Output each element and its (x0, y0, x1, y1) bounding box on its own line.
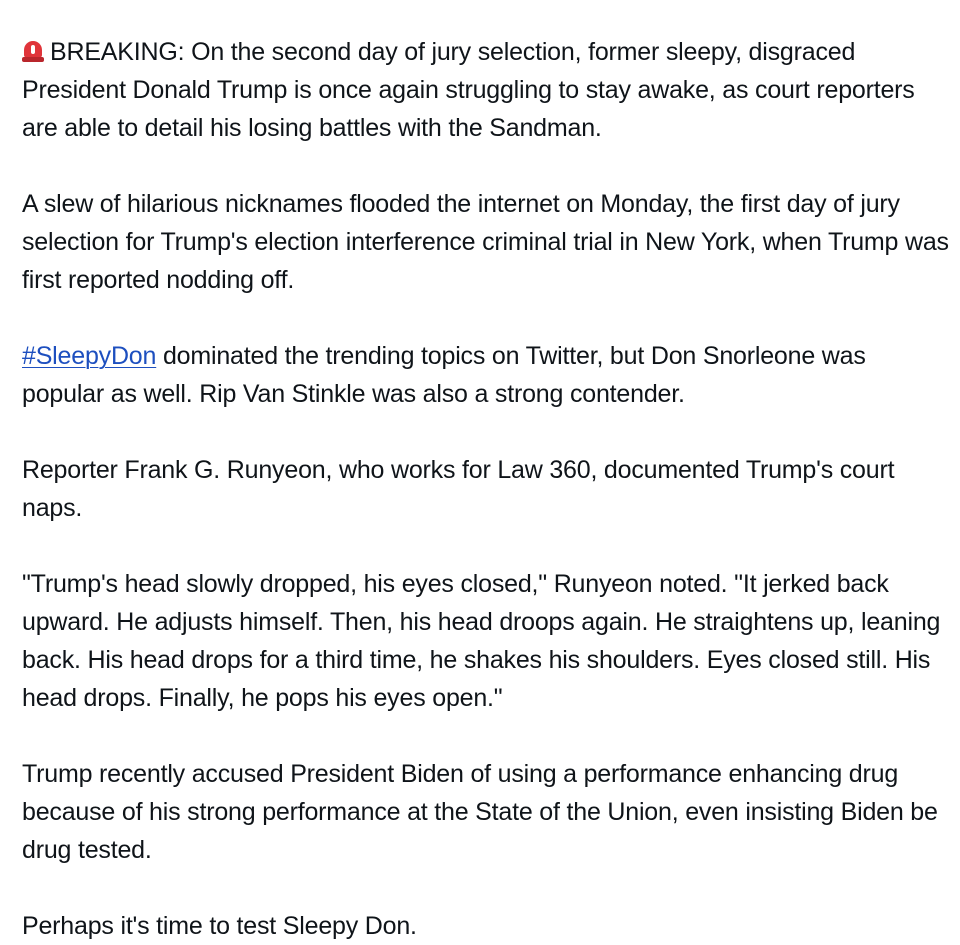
siren-icon (22, 39, 44, 63)
paragraph-biden: Trump recently accused President Biden of using a performance enhancing drug because of his strong performance at the State of the Union, even insisting Biden be drug tested. (22, 760, 938, 864)
hashtag-link[interactable]: #SleepyDon (22, 342, 157, 370)
post-body (22, 33, 952, 945)
paragraph-breaking (22, 33, 952, 147)
trending-text: dominated the trending topics on Twitter, but Don Snorleone was popular as well. Rip Van Stinkle was also a strong contender. (22, 342, 866, 408)
paragraph-nicknames: A slew of hilarious nicknames flooded the internet on Monday, the first day of jury selection for Trump's election interference criminal trial in New York, when Trump was first reported nodding off. (22, 190, 949, 294)
paragraph-closing: Perhaps it's time to test Sleepy Don. (22, 912, 417, 940)
paragraph-quote: "Trump's head slowly dropped, his eyes closed," Runyeon noted. "It jerked back upward. He adjusts himself. Then, his head droops again. He straightens up, leaning back. His head drops for a third time, he shakes his shoulders. Eyes closed still. His head drops. Finally, he pops his eyes open." (22, 570, 941, 712)
paragraph-reporter: Reporter Frank G. Runyeon, who works for Law 360, documented Trump's court naps. (22, 456, 895, 522)
breaking-text: BREAKING: On the second day of jury selection, former sleepy, disgraced President Donald Trump is once again struggling to stay awake, as court reporters are able to detail his losing battles with the Sandman. (22, 38, 915, 142)
paragraph-trending (22, 337, 952, 413)
